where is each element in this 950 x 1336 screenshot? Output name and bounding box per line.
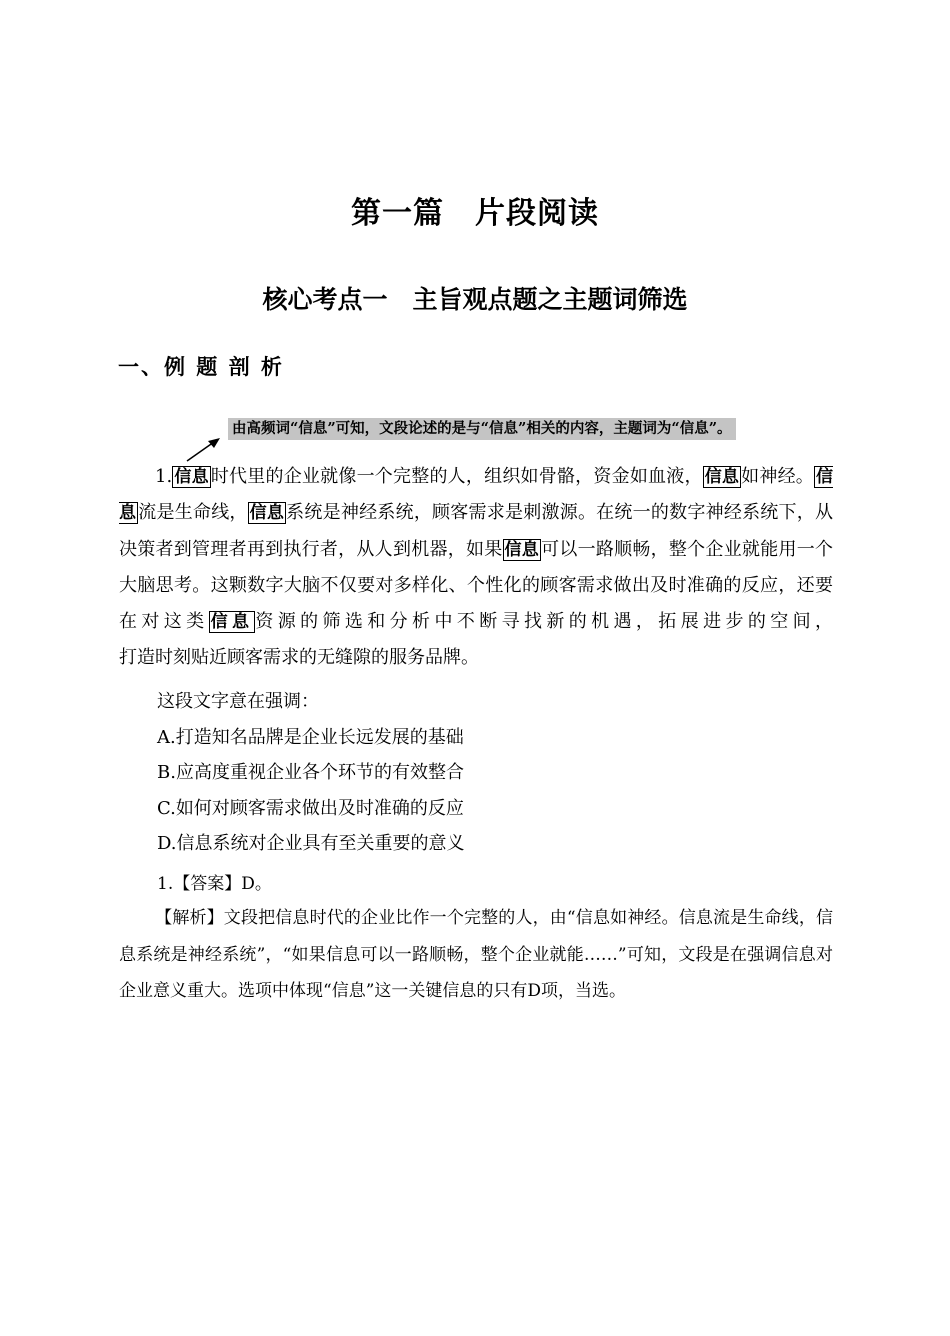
keyword-box: 信息 [119,467,834,524]
keyword-box: 信息 [174,467,209,487]
keyword-box: 信息 [210,612,254,633]
passage-number: 1. [155,466,173,487]
keyword-box: 信息 [704,467,740,487]
keyword-box: 信息 [504,539,540,560]
option-d: D.信息系统对企业具有至关重要的意义 [157,833,465,854]
annotation-note: 由高频词“信息”可知，文段论述的是与“信息”相关的内容，主题词为“信息”。 [228,418,736,440]
passage-segment: 资源的筛选和分析中不断寻找新的机遇，拓展进步的空间， [255,611,834,633]
passage-segment: 系统是神经系统，顾客需求是刺激源。在统一的数字神经系统下，从决策者到管理者再到执行者，从人到机器，如果 [119,502,834,560]
passage-paragraph [119,459,833,677]
question-text: 这段文字意在强调： [157,691,319,712]
option-a: A.打造知名品牌是企业长远发展的基础 [157,727,464,748]
passage-segment: 时代里的企业就像一个完整的人，组织如骨骼，资金如血液， [210,466,703,487]
option-b: B.应高度重视企业各个环节的有效整合 [157,762,464,783]
section-heading: 一、例 题 剖 析 [118,355,284,379]
page-title: 第一篇 片段阅读 [351,196,599,231]
page-subtitle: 核心考点一 主旨观点题之主题词筛选 [262,285,688,314]
passage-segment: 流是生命线， [138,502,248,524]
passage-segment: 打造时刻贴近顾客需求的无缝隙的服务品牌。 [119,647,479,669]
option-c: C.如何对顾客需求做出及时准确的反应 [157,798,464,819]
keyword-box: 信息 [249,503,285,524]
passage-segment: 可以一路顺畅，整个企业就能用一个大脑思考。这颗数字大脑不仅要对多样化、个性化的顾客需求做出及时准确的反应，还要在对这类 [119,538,834,633]
passage-segment: 如神经。 [741,466,815,487]
answer-line: 1.【答案】D。 [157,874,272,894]
explanation-paragraph [119,900,833,1010]
explanation-text: 【解析】文段把信息时代的企业比作一个完整的人，由“信息如神经。信息流是生命线，信息系统是神经系统”，“如果信息可以一路顺畅，整个企业就能……”可知，文段是在强调信息对企业意义重大。选项中体现“信息”这一关键信息的只有D项，当选。 [119,908,833,1001]
